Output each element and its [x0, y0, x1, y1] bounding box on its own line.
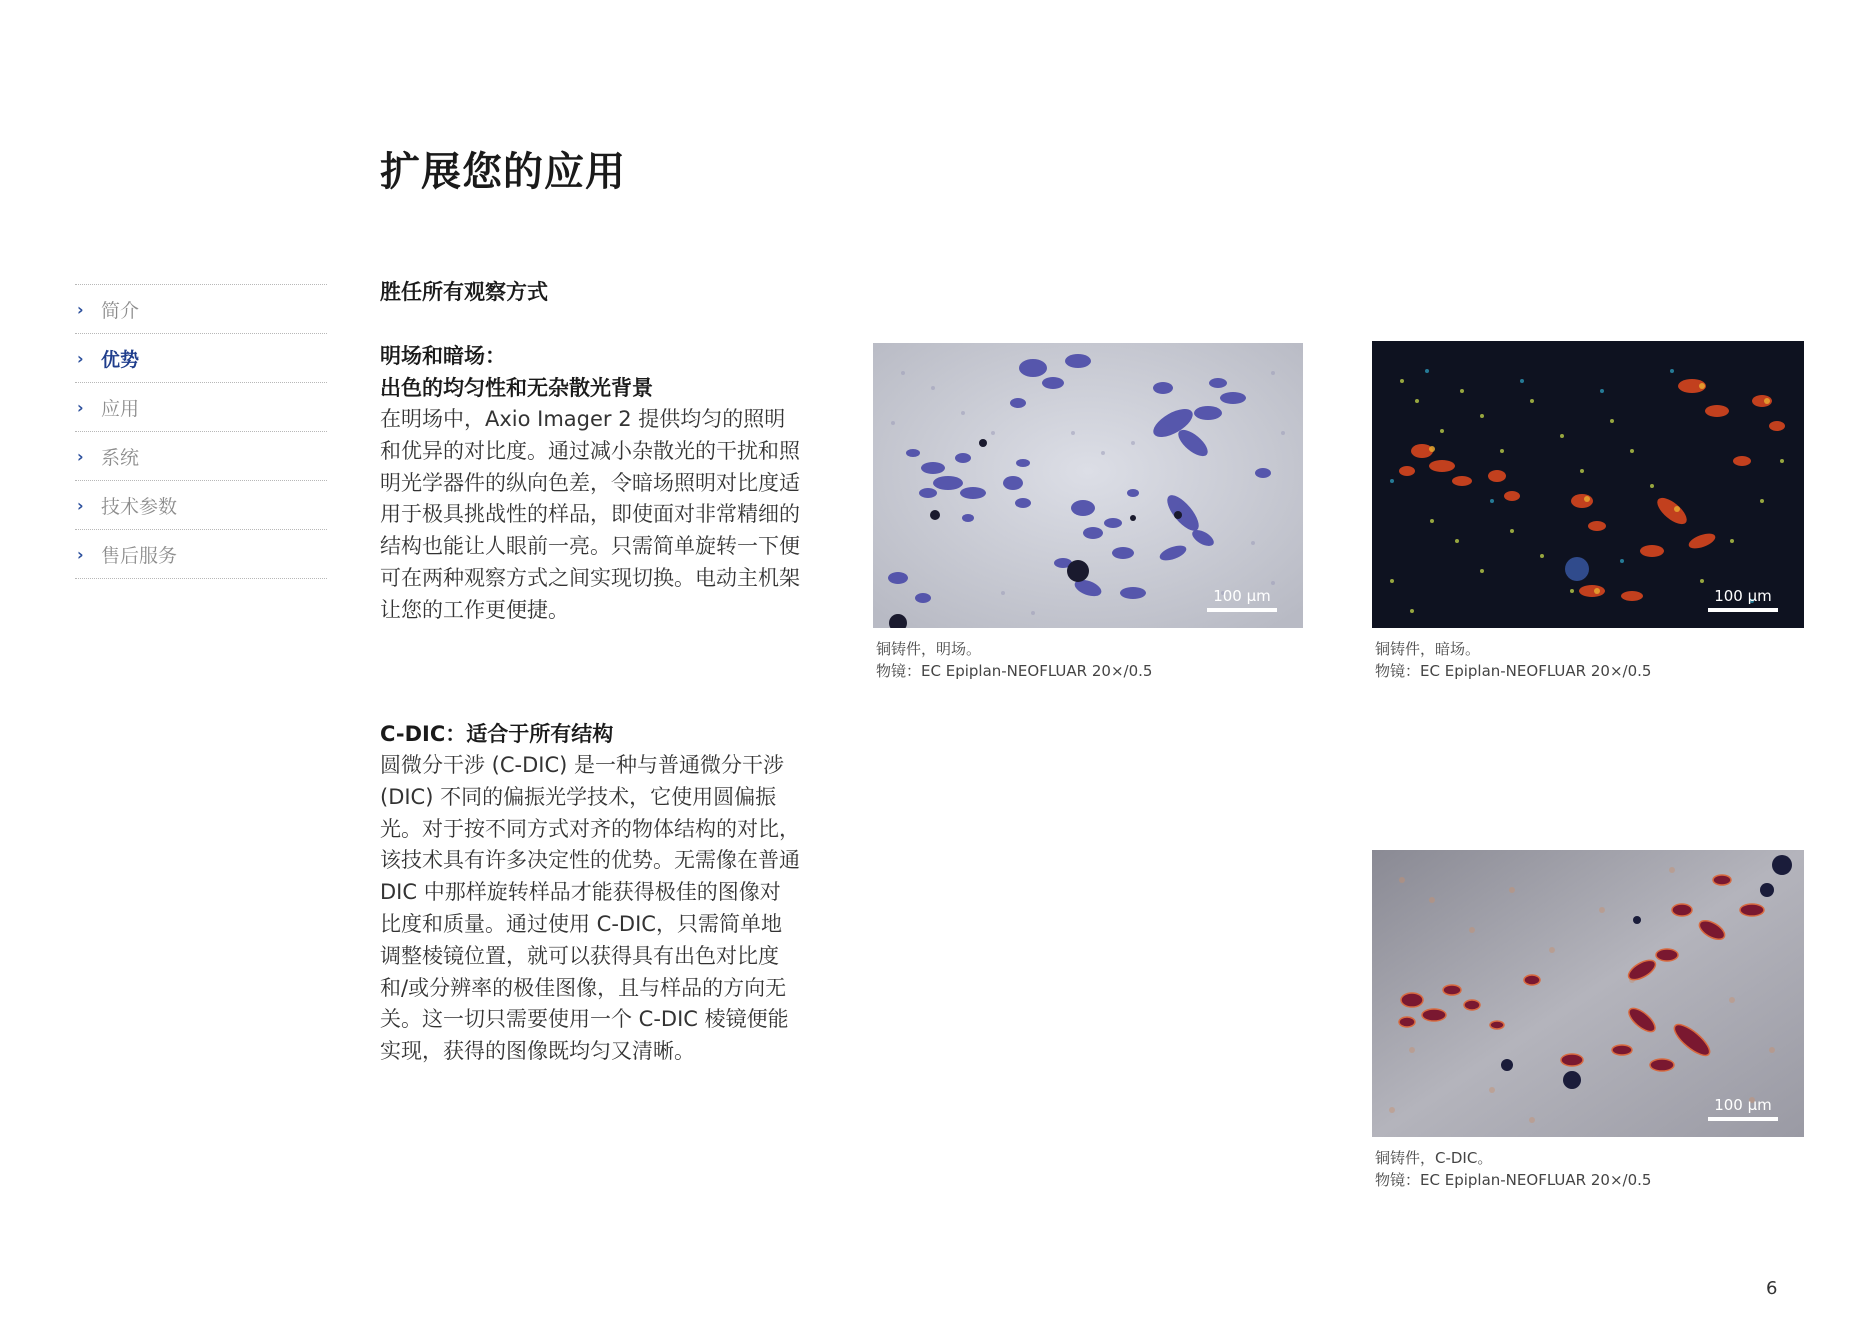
- micrograph-darkfield-image: [1372, 341, 1804, 628]
- scale-label-text: 100 µm: [1213, 587, 1271, 605]
- nav-item-label: 售后服务: [101, 544, 178, 567]
- scale-bar-line: [1708, 1117, 1778, 1121]
- chevron-right-icon: ›: [77, 348, 84, 368]
- micrograph-brightfield-image: [873, 343, 1303, 628]
- page-title: 扩展您的应用: [380, 149, 626, 195]
- scale-bar-line: [1708, 608, 1778, 612]
- chevron-right-icon: ›: [77, 397, 84, 417]
- caption-cdic: [1372, 1147, 1804, 1191]
- page-number: 6: [1766, 1278, 1778, 1299]
- caption-line-1: 铜铸件，C-DIC。: [1375, 1149, 1493, 1167]
- cdic-body: 圆微分干涉 (C-DIC) 是一种与普通微分干涉 (DIC) 不同的偏振光学技术，它使用圆偏振光。对于按不同方式对齐的物体结构的对比，该技术具有许多决定性的优势。无需像在普通 DIC 中那样旋转样品才能获得极佳的图像对比度和质量。通过使用 C-DIC，只需简单地调整棱镜位置，就可以获得具有出色对比度和/或分辨率的极佳图像，且与样品的方向无关。这一切只需要使用一个 C-DIC 棱镜便能实现，获得的图像既均匀又清晰。: [380, 753, 800, 1064]
- nav-item-label: 系统: [101, 446, 140, 469]
- caption-line-2: 物镜：EC Epiplan-NEOFLUAR 20×/0.5: [1375, 662, 1652, 680]
- chevron-right-icon: ›: [77, 544, 84, 564]
- caption-line-2: 物镜：EC Epiplan-NEOFLUAR 20×/0.5: [876, 662, 1153, 680]
- chevron-right-icon: ›: [77, 299, 84, 319]
- nav-item-specs[interactable]: [75, 480, 327, 529]
- chevron-right-icon: ›: [77, 446, 84, 466]
- nav-item-advantages[interactable]: [75, 333, 327, 382]
- micrograph-cdic-image: [1372, 850, 1804, 1137]
- nav-item-system[interactable]: [75, 431, 327, 480]
- figure-darkfield: [1372, 341, 1804, 682]
- scale-label-text: 100 µm: [1714, 587, 1772, 605]
- cdic-heading: C-DIC：适合于所有结构: [380, 722, 614, 746]
- caption-brightfield: [873, 638, 1303, 682]
- scale-bar: [1207, 587, 1277, 612]
- nav-item-label: 应用: [101, 397, 140, 420]
- brightfield-heading-1: 明场和暗场：: [380, 344, 506, 368]
- nav-item-service[interactable]: [75, 529, 327, 579]
- scale-bar: [1708, 1096, 1778, 1121]
- cdic-section: [380, 718, 800, 1068]
- brightfield-heading-2: 出色的均匀性和无杂散光背景: [380, 376, 653, 400]
- brightfield-body: 在明场中，Axio Imager 2 提供均匀的照明和优异的对比度。通过减小杂散光的干扰和照明光学器件的纵向色差，令暗场照明对比度适用于极具挑战性的样品，即使面对非常精细的结构也能让人眼前一亮。只需简单旋转一下便可在两种观察方式之间实现切换。电动主机架让您的工作更便捷。: [380, 407, 800, 622]
- scale-bar: [1708, 587, 1778, 612]
- caption-line-2: 物镜：EC Epiplan-NEOFLUAR 20×/0.5: [1375, 1171, 1652, 1189]
- nav-item-label: 简介: [101, 299, 140, 322]
- sidebar-nav: [75, 284, 327, 579]
- nav-item-label: 优势: [101, 348, 140, 371]
- section-heading: 胜任所有观察方式: [380, 280, 548, 304]
- figure-brightfield: [873, 343, 1303, 682]
- figure-cdic: [1372, 850, 1804, 1191]
- nav-item-intro[interactable]: [75, 284, 327, 333]
- brightfield-section: [380, 340, 800, 627]
- caption-line-1: 铜铸件，暗场。: [1375, 640, 1481, 658]
- nav-item-label: 技术参数: [101, 495, 178, 518]
- caption-line-1: 铜铸件，明场。: [876, 640, 982, 658]
- scale-bar-line: [1207, 608, 1277, 612]
- chevron-right-icon: ›: [77, 495, 84, 515]
- scale-label-text: 100 µm: [1714, 1096, 1772, 1114]
- nav-item-applications[interactable]: [75, 382, 327, 431]
- caption-darkfield: [1372, 638, 1804, 682]
